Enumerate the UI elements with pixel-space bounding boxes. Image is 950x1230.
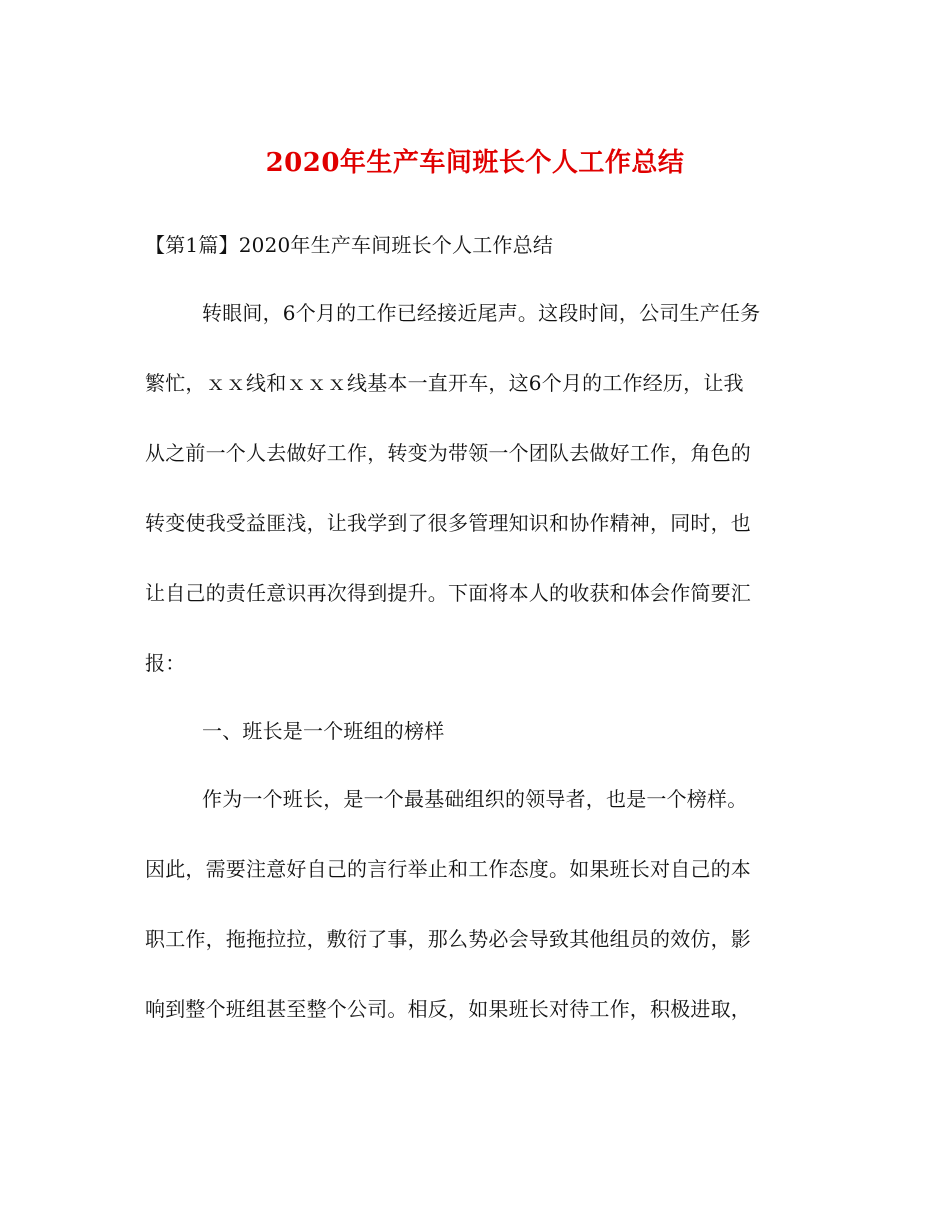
paragraph-line: 转眼间，6个月的工作已经接近尾声。这段时间，公司生产任务 — [202, 301, 761, 325]
paragraph-line: 作为一个班长，是一个最基础组织的领导者，也是一个榜样。 — [202, 787, 748, 811]
paragraph-line: 职工作，拖拖拉拉，敷衍了事，那么势必会导致其他组员的效仿，影 — [145, 927, 751, 951]
paragraph-line: 因此，需要注意好自己的言行举止和工作态度。如果班长对自己的本 — [145, 857, 751, 881]
paragraph-line: 繁忙，ｘｘ线和ｘｘｘ线基本一直开车，这6个月的工作经历，让我 — [145, 371, 744, 395]
paragraph-line: 报： — [145, 651, 186, 675]
section-heading: 【第1篇】2020年生产车间班长个人工作总结 — [145, 233, 554, 257]
paragraph-line: 让自己的责任意识再次得到提升。下面将本人的收获和体会作简要汇 — [145, 581, 751, 605]
document-title: 2020年生产车间班长个人工作总结 — [265, 148, 685, 178]
paragraph-line: 转变使我受益匪浅，让我学到了很多管理知识和协作精神，同时，也 — [145, 511, 751, 535]
paragraph-line: 响到整个班组甚至整个公司。相反，如果班长对待工作，积极进取， — [145, 997, 751, 1021]
paragraph-line: 从之前一个人去做好工作，转变为带领一个团队去做好工作，角色的 — [145, 441, 751, 465]
subsection-heading: 一、班长是一个班组的榜样 — [202, 719, 445, 743]
